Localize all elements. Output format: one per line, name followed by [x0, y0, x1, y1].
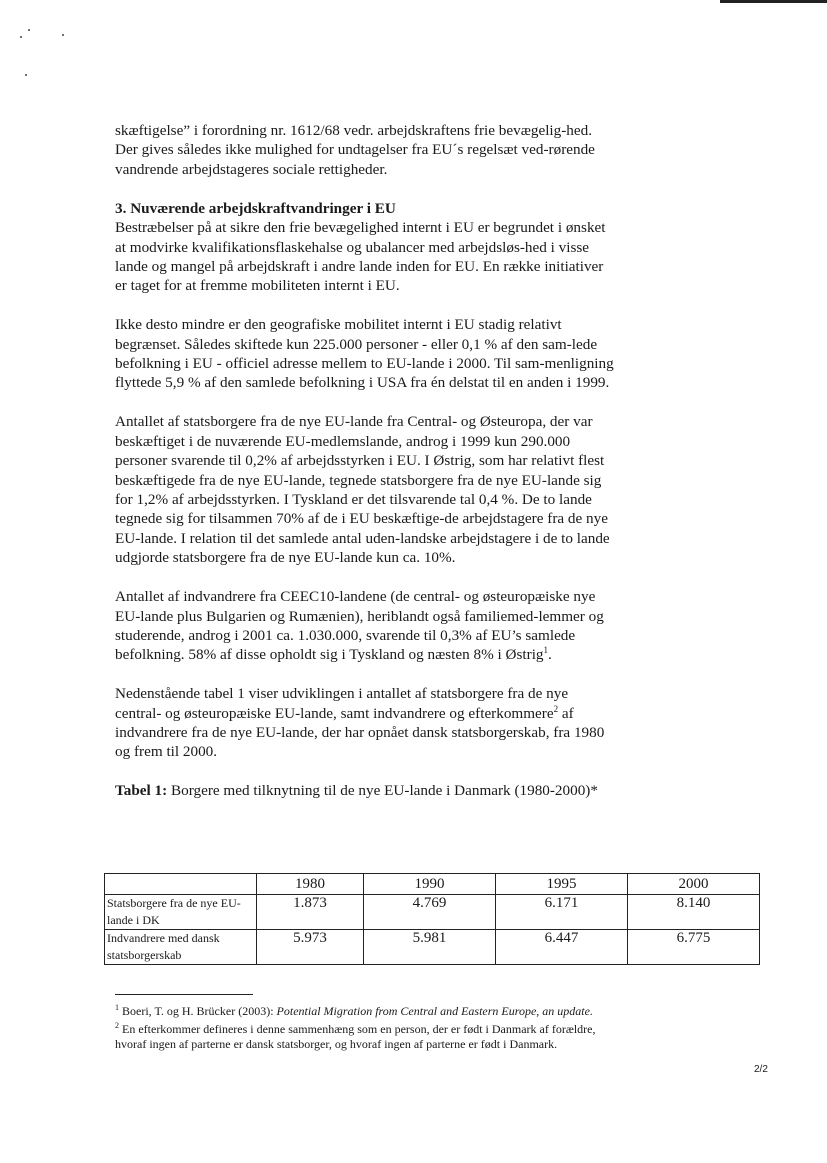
footnote-1-title: Potential Migration from Central and Eastern Europe, an update.: [276, 1004, 593, 1018]
footnote-2: $^2$ En efterkommer defineres i denne sammenhæng som en person, der er født i Danmark af forældre, hvoraf ingen af parterne er dansk statsborger, og hvoraf ingen af parterne er født i Danmark.: [115, 1021, 596, 1051]
scan-speck: [25, 74, 27, 76]
table-row-label: Indvandrere med dansk statsborgerskab: [105, 930, 257, 965]
table-header-cell: 1990: [364, 874, 496, 895]
table-cell: 5.981: [364, 930, 496, 965]
table-header-row: [105, 874, 760, 895]
paragraph-mobility-initiatives: Bestræbelser på at sikre den frie bevægelighed internt i EU er begrundet i ønsket at modvirke kvalifikationsflaskehalse og ubalancer med arbejdsløs-hed i visse lande og mangel på arbejdskraft i andre lande inden for EU. En række initiativer er taget for at fremme mobiliteten internt i EU.: [115, 219, 606, 295]
paragraph-table-intro: Nedenstående tabel 1 viser udviklingen i antallet af statsborgere fra de nye central- og østeuropæiske EU-lande, samt indvandrere og efterkommere$^2$ af indvandrere fra de nye EU-lande, der har opnået dansk statsborgerskab, fra 1980 og frem til 2000.: [115, 685, 605, 761]
section-heading: 3. Nuværende arbejdskraftvandringer i EU: [115, 199, 396, 217]
table-cell: 8.140: [628, 895, 760, 930]
table-cell: 5.973: [257, 930, 364, 965]
paragraph-employed-citizens: Antallet af statsborgere fra de nye EU-lande fra Central- og Østeuropa, der var beskæftiget i de nuværende EU-medlemslande, androg i 1999 kun 290.000 personer svarende til 0,2% af arbejdsstyrken i EU. I Østrig, som har relativt flest beskæftigede fra de nye EU-lande, tegnede statsborgere fra de nye EU-lande sig for 1,2% af arbejdsstyrken. I Tyskland er det tilsvarende tal 0,4 %. De to lande tegnede sig for tilsammen 70% af de i EU beskæftige-de arbejdstagere fra de nye EU-lande. I relation til det samlede antal uden-landske arbejdstagere i de to lande udgjorde statsborgere fra de nye EU-lande kun ca. 10%.: [115, 413, 610, 567]
table-header-cell: [105, 874, 257, 895]
table-cell: 6.775: [628, 930, 760, 965]
table-row-label: Statsborgere fra de nye EU-lande i DK: [105, 895, 257, 930]
table-row: [105, 930, 760, 965]
paragraph-geographic-mobility: Ikke desto mindre er den geografiske mobilitet internt i EU stadig relativt begrænset. Således skiftede kun 225.000 personer - eller 0,1 % af den sam-lede befolkning i EU - officiel adresse mellem to EU-lande i 2000. Til sam-menligning flyttede 5,9 % af den samlede befolkning i USA fra én delstat til en anden i 1999.: [115, 316, 614, 392]
footnotes: [115, 1004, 615, 1055]
table-header-cell: 1980: [257, 874, 364, 895]
scan-speck: [28, 29, 30, 31]
footnote-ref-2[interactable]: 2: [553, 703, 559, 714]
paragraph-immigrants: Antallet af indvandrere fra CEEC10-landene (de central- og østeuropæiske nye EU-lande plus Bulgarien og Rumænien), heriblandt også familiemed-lemmer og studerende, androg i 2001 ca. 1.030.000, svarende til 0,3% af EU’s samlede befolkning. 58% af disse opholdt sig i Tyskland og næsten 8% i Østrig$^1$.: [115, 588, 604, 664]
table-cell: 1.873: [257, 895, 364, 930]
table-caption-label: Tabel 1:: [115, 782, 168, 800]
table-header-cell: 1995: [496, 874, 628, 895]
scan-top-rule: [720, 0, 827, 3]
table-caption-text: Borgere med tilknytning til de nye EU-lande i Danmark (1980-2000)*: [167, 782, 598, 800]
table-caption: [115, 781, 615, 800]
table-cell: 6.171: [496, 895, 628, 930]
scan-speck: [62, 34, 64, 36]
citizens-table: [104, 873, 760, 965]
table-cell: 4.769: [364, 895, 496, 930]
footnote-divider: [115, 994, 253, 995]
footnote-1: $^1$ Boeri, T. og H. Brücker (2003): Potential Migration from Central and Eastern Europe, an update.: [115, 1003, 593, 1018]
scan-speck: [20, 36, 22, 38]
table-row: [105, 895, 760, 930]
table-cell: 6.447: [496, 930, 628, 965]
footnote-ref-1[interactable]: 1: [543, 645, 549, 656]
page-number: 2/2: [754, 1064, 768, 1075]
document-body: [115, 121, 615, 802]
paragraph-intro: skæftigelse” i forordning nr. 1612/68 vedr. arbejdskraftens frie bevægelig-hed. Der gives således ikke mulighed for undtagelser fra EU´s regelsæt ved-rørende vandrende arbejdstageres sociale rettigheder.: [115, 122, 595, 178]
table-header-cell: 2000: [628, 874, 760, 895]
